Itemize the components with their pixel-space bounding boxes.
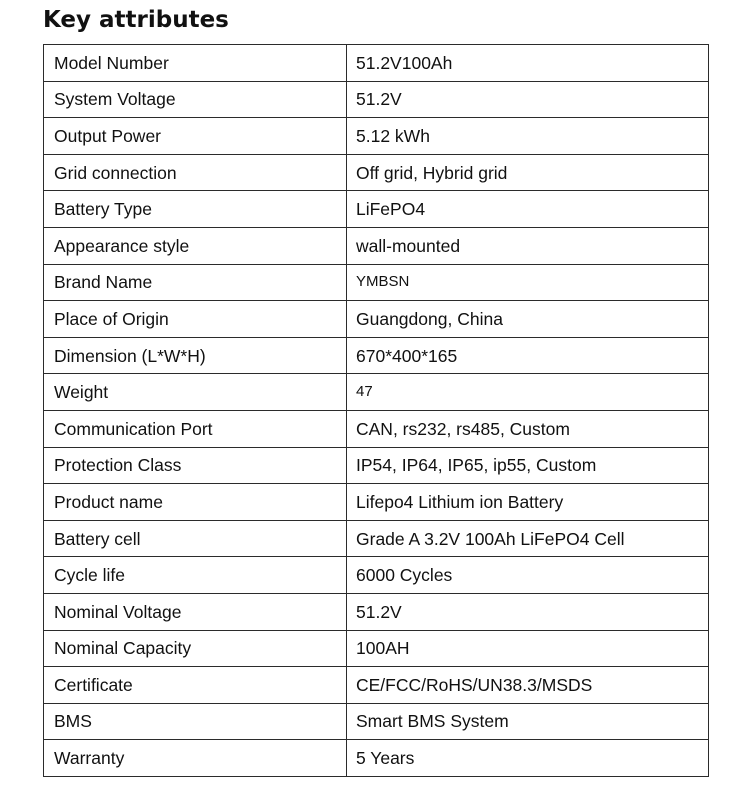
attribute-value: Smart BMS System	[347, 703, 709, 740]
table-row	[44, 301, 709, 338]
attribute-label: Appearance style	[44, 227, 347, 264]
attribute-label: Nominal Capacity	[44, 630, 347, 667]
attribute-value: wall-mounted	[347, 227, 709, 264]
attribute-label: Model Number	[44, 45, 347, 82]
table-row	[44, 520, 709, 557]
attributes-table	[43, 44, 709, 777]
table-row	[44, 374, 709, 411]
attribute-value: IP54, IP64, IP65, ip55, Custom	[347, 447, 709, 484]
attribute-label: Warranty	[44, 740, 347, 777]
attribute-value: 47	[347, 374, 709, 411]
table-row	[44, 81, 709, 118]
attribute-value: CAN, rs232, rs485, Custom	[347, 410, 709, 447]
attribute-label: Battery cell	[44, 520, 347, 557]
attribute-label: BMS	[44, 703, 347, 740]
attribute-value: 6000 Cycles	[347, 557, 709, 594]
table-row	[44, 484, 709, 521]
table-row	[44, 191, 709, 228]
attribute-label: Dimension (L*W*H)	[44, 337, 347, 374]
attribute-label: Weight	[44, 374, 347, 411]
attribute-label: Cycle life	[44, 557, 347, 594]
table-row	[44, 227, 709, 264]
attribute-value: 51.2V100Ah	[347, 45, 709, 82]
attribute-value: Guangdong, China	[347, 301, 709, 338]
attribute-value: 100AH	[347, 630, 709, 667]
table-row	[44, 593, 709, 630]
attribute-label: Nominal Voltage	[44, 593, 347, 630]
table-row	[44, 118, 709, 155]
attribute-label: Output Power	[44, 118, 347, 155]
attribute-label: Place of Origin	[44, 301, 347, 338]
attribute-value: YMBSN	[347, 264, 709, 301]
attribute-value: 5.12 kWh	[347, 118, 709, 155]
attribute-value: Off grid, Hybrid grid	[347, 154, 709, 191]
attribute-label: Protection Class	[44, 447, 347, 484]
table-row	[44, 557, 709, 594]
table-row	[44, 410, 709, 447]
table-row	[44, 154, 709, 191]
table-row	[44, 630, 709, 667]
page-title: Key attributes	[43, 7, 229, 33]
attribute-value: 51.2V	[347, 593, 709, 630]
table-row	[44, 447, 709, 484]
attribute-value: Lifepo4 Lithium ion Battery	[347, 484, 709, 521]
attribute-label: Brand Name	[44, 264, 347, 301]
attribute-label: System Voltage	[44, 81, 347, 118]
attribute-value: LiFePO4	[347, 191, 709, 228]
attribute-label: Grid connection	[44, 154, 347, 191]
attribute-label: Certificate	[44, 667, 347, 704]
table-row	[44, 337, 709, 374]
attribute-value: 5 Years	[347, 740, 709, 777]
table-row	[44, 45, 709, 82]
attribute-value: 670*400*165	[347, 337, 709, 374]
attribute-label: Communication Port	[44, 410, 347, 447]
attribute-value: CE/FCC/RoHS/UN38.3/MSDS	[347, 667, 709, 704]
table-row	[44, 740, 709, 777]
attribute-value: 51.2V	[347, 81, 709, 118]
table-row	[44, 703, 709, 740]
attribute-label: Battery Type	[44, 191, 347, 228]
attribute-value: Grade A 3.2V 100Ah LiFePO4 Cell	[347, 520, 709, 557]
attribute-label: Product name	[44, 484, 347, 521]
table-row	[44, 264, 709, 301]
table-row	[44, 667, 709, 704]
